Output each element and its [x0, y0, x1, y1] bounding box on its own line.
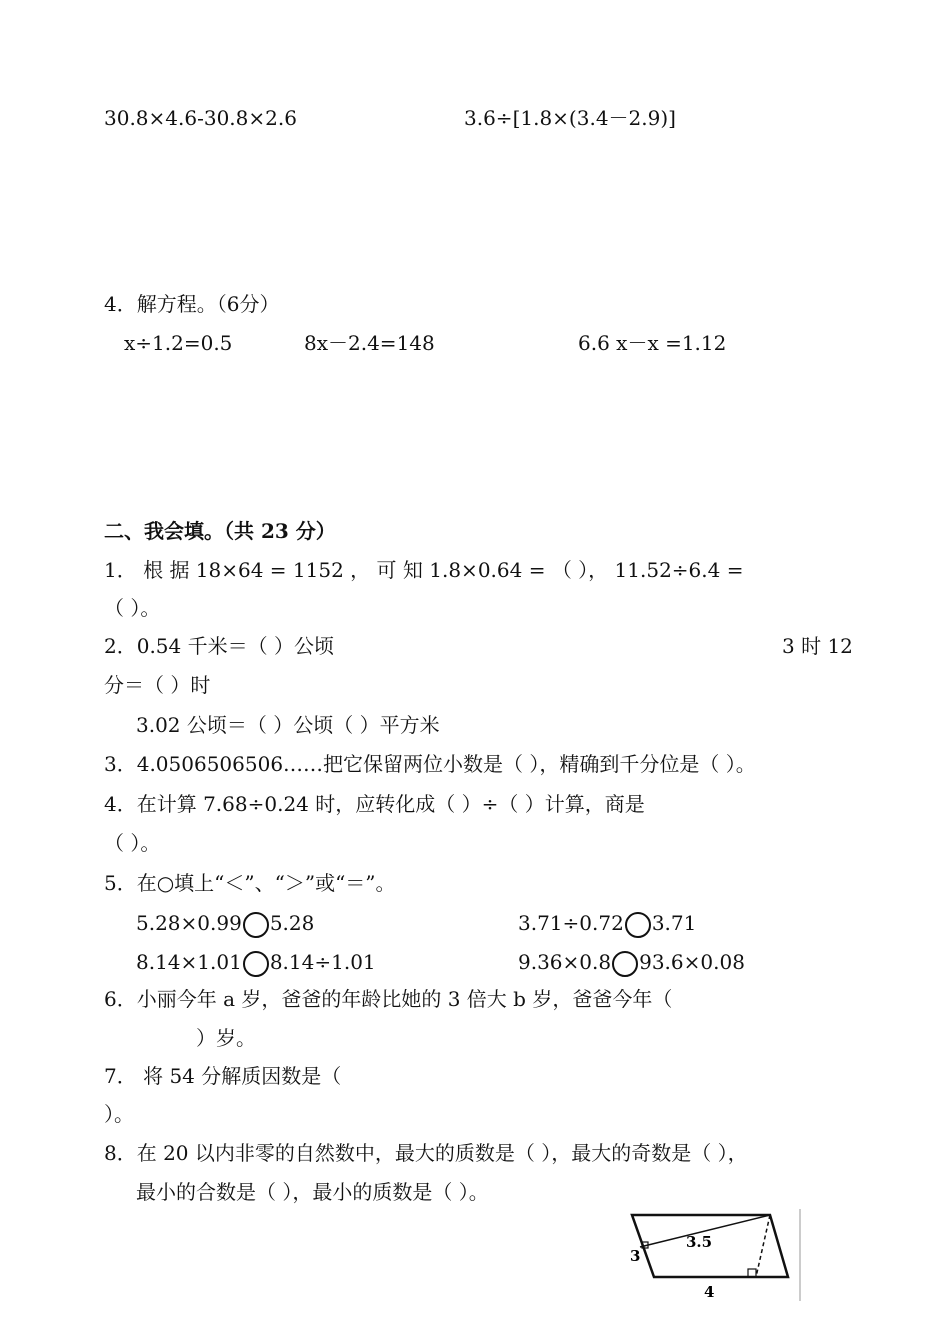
- compare-left-expr: 3.71÷0.72: [518, 911, 624, 935]
- equation-1: x÷1.2=0.5: [124, 331, 233, 355]
- compare-right-expr: 8.14÷1.01: [269, 950, 376, 974]
- question-2-line-1: 2．0.54 千米＝（ ）公顷: [104, 634, 334, 658]
- label-base: 4: [704, 1283, 715, 1301]
- expression-2: 3.6÷[1.8×(3.4－2.9)]: [464, 106, 676, 130]
- question-4-line-2: （ ）。: [104, 831, 161, 855]
- question-4-line-1: 4．在计算 7.68÷0.24 时，应转化成（ ）÷（ ）计算，商是: [104, 792, 645, 816]
- compare-left-expr: 8.14×1.01: [136, 950, 242, 974]
- answer-circle[interactable]: [243, 912, 269, 938]
- expression-1: 30.8×4.6-30.8×2.6: [104, 106, 297, 130]
- compare-row-2-right: [518, 950, 745, 977]
- question-2-line-2: 分＝（ ）时: [104, 673, 211, 697]
- compare-left-expr: 9.36×0.8: [518, 950, 612, 974]
- compare-row-2-left: [136, 950, 376, 977]
- compare-right-expr: 5.28: [269, 911, 315, 935]
- section-heading: 二、我会填。（共 23 分）: [104, 519, 336, 543]
- parallelogram-figure: [620, 1205, 810, 1305]
- answer-circle[interactable]: [625, 912, 651, 938]
- question-8-line-1: 8．在 20 以内非零的自然数中，最大的质数是（ ），最大的奇数是（ ），: [104, 1141, 748, 1165]
- equation-3: 6.6 x－x =1.12: [578, 331, 727, 355]
- question-1-line-2: （ ）。: [104, 596, 161, 620]
- answer-circle[interactable]: [612, 951, 638, 977]
- question-5-heading: 5．在○填上“＜”、“＞”或“＝”。: [104, 871, 396, 895]
- label-diagonal: 3.5: [686, 1233, 713, 1251]
- height-line-right: [756, 1215, 770, 1277]
- question-6-line-2: ）岁。: [196, 1026, 256, 1050]
- compare-right-expr: 93.6×0.08: [639, 950, 745, 974]
- question-8-line-2: 最小的合数是（ ），最小的质数是（ ）。: [136, 1180, 489, 1204]
- compare-row-1-left: [136, 911, 314, 938]
- compare-left-expr: 5.28×0.99: [136, 911, 242, 935]
- compare-row-1-right: [518, 911, 696, 938]
- equation-2: 8x－2.4=148: [304, 331, 435, 355]
- equations-heading: 4．解方程。（6分）: [104, 292, 280, 316]
- question-7-line-2: ）。: [104, 1102, 134, 1126]
- label-height: 3: [630, 1247, 641, 1265]
- question-6-line-1: 6．小丽今年 a 岁，爸爸的年龄比她的 3 倍大 b 岁，爸爸今年（: [104, 987, 673, 1011]
- question-3: 3．4.0506506506……把它保留两位小数是（ ），精确到千分位是（ ）。: [104, 752, 756, 776]
- question-1-line-1: 1． 根 据 18×64 = 1152 ， 可 知 1.8×0.64 = （ ）， 11.52÷6.4 =: [104, 558, 744, 582]
- question-2-line-1-right: 3 时 12: [782, 634, 853, 658]
- question-7-line-1: 7． 将 54 分解质因数是（: [104, 1064, 342, 1088]
- answer-circle[interactable]: [243, 951, 269, 977]
- compare-right-expr: 3.71: [651, 911, 697, 935]
- question-2-line-3: 3.02 公顷＝（ ）公顷（ ）平方米: [136, 713, 440, 737]
